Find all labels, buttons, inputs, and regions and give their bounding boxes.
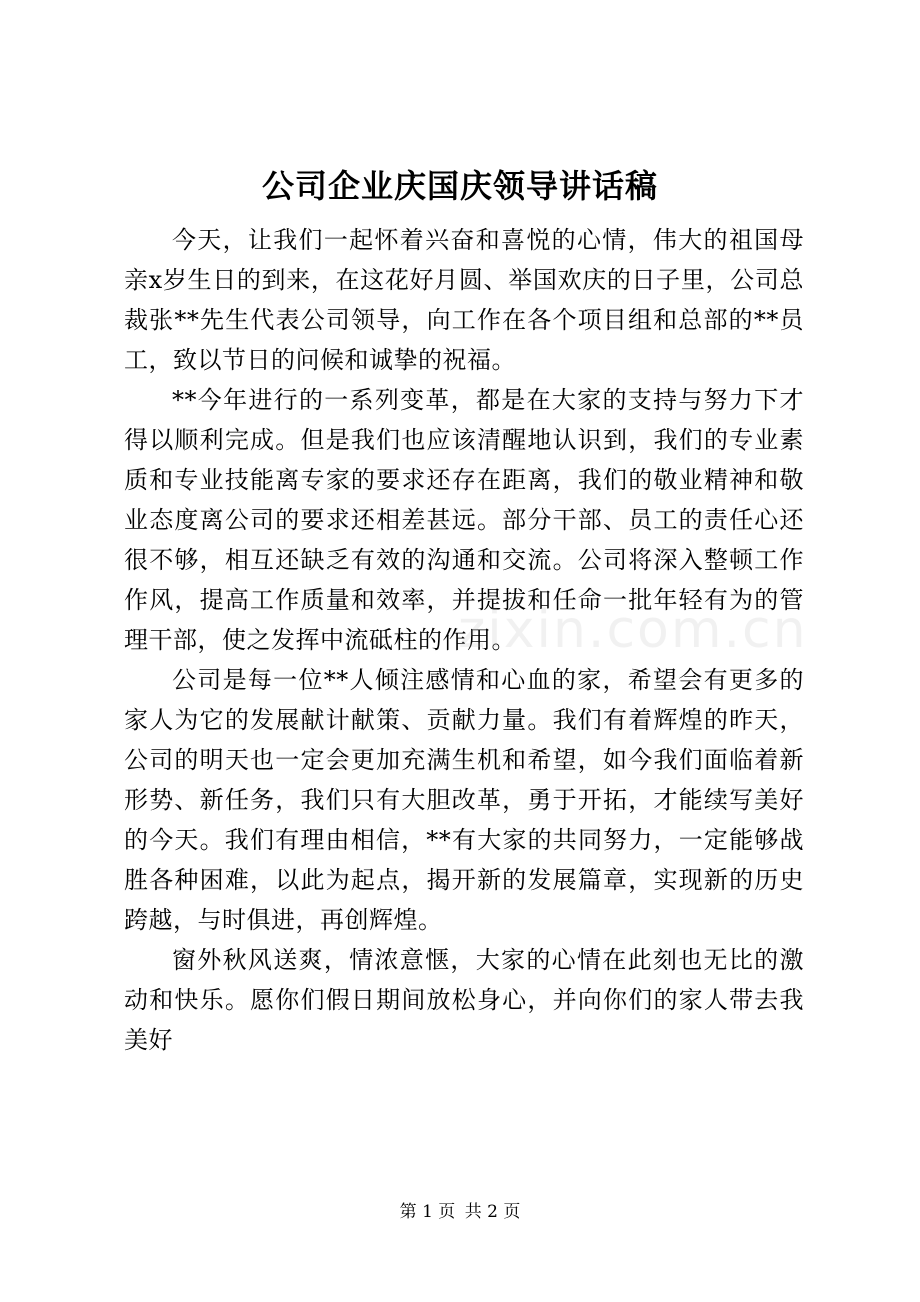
page-footer	[0, 1200, 920, 1224]
page-number: 第 1 页	[399, 1202, 456, 1222]
page-total: 共 2 页	[464, 1202, 521, 1222]
paragraph-3: 公司是每一位**人倾注感情和心血的家，希望会有更多的家人为它的发展献计献策、贡献力量。我们有着辉煌的昨天，公司的明天也一定会更加充满生机和希望，如今我们面临着新形势、新任务，我们只有大胆改革，勇于开拓，才能续写美好的今天。我们有理由相信，**有大家的共同努力，一定能够战胜各种困难，以此为起点，揭开新的发展篇章，实现新的历史跨越，与时俱进，再创辉煌。	[124, 666, 804, 934]
document-body	[124, 220, 804, 1060]
document-title: 公司企业庆国庆领导讲话稿	[261, 167, 658, 205]
paragraph-2: **今年进行的一系列变革，都是在大家的支持与努力下才得以顺利完成。但是我们也应该清醒地认识到，我们的专业素质和专业技能离专家的要求还存在距离，我们的敬业精神和敬业态度离公司的要求还相差甚远。部分干部、员工的责任心还很不够，相互还缺乏有效的沟通和交流。公司将深入整顿工作作风，提高工作质量和效率，并提拔和任命一批年轻有为的管理干部，使之发挥中流砥柱的作用。	[124, 386, 804, 654]
paragraph-1: 今天，让我们一起怀着兴奋和喜悦的心情，伟大的祖国母亲x岁生日的到来，在这花好月圆、举国欢庆的日子里，公司总裁张**先生代表公司领导，向工作在各个项目组和总部的**员工，致以节日的问候和诚挚的祝福。	[124, 226, 804, 374]
paragraph-4: 窗外秋风送爽，情浓意惬，大家的心情在此刻也无比的激动和快乐。愿你们假日期间放松身心，并向你们的家人带去我美好	[124, 946, 804, 1054]
watermark: zixin.com.cn	[458, 600, 808, 660]
